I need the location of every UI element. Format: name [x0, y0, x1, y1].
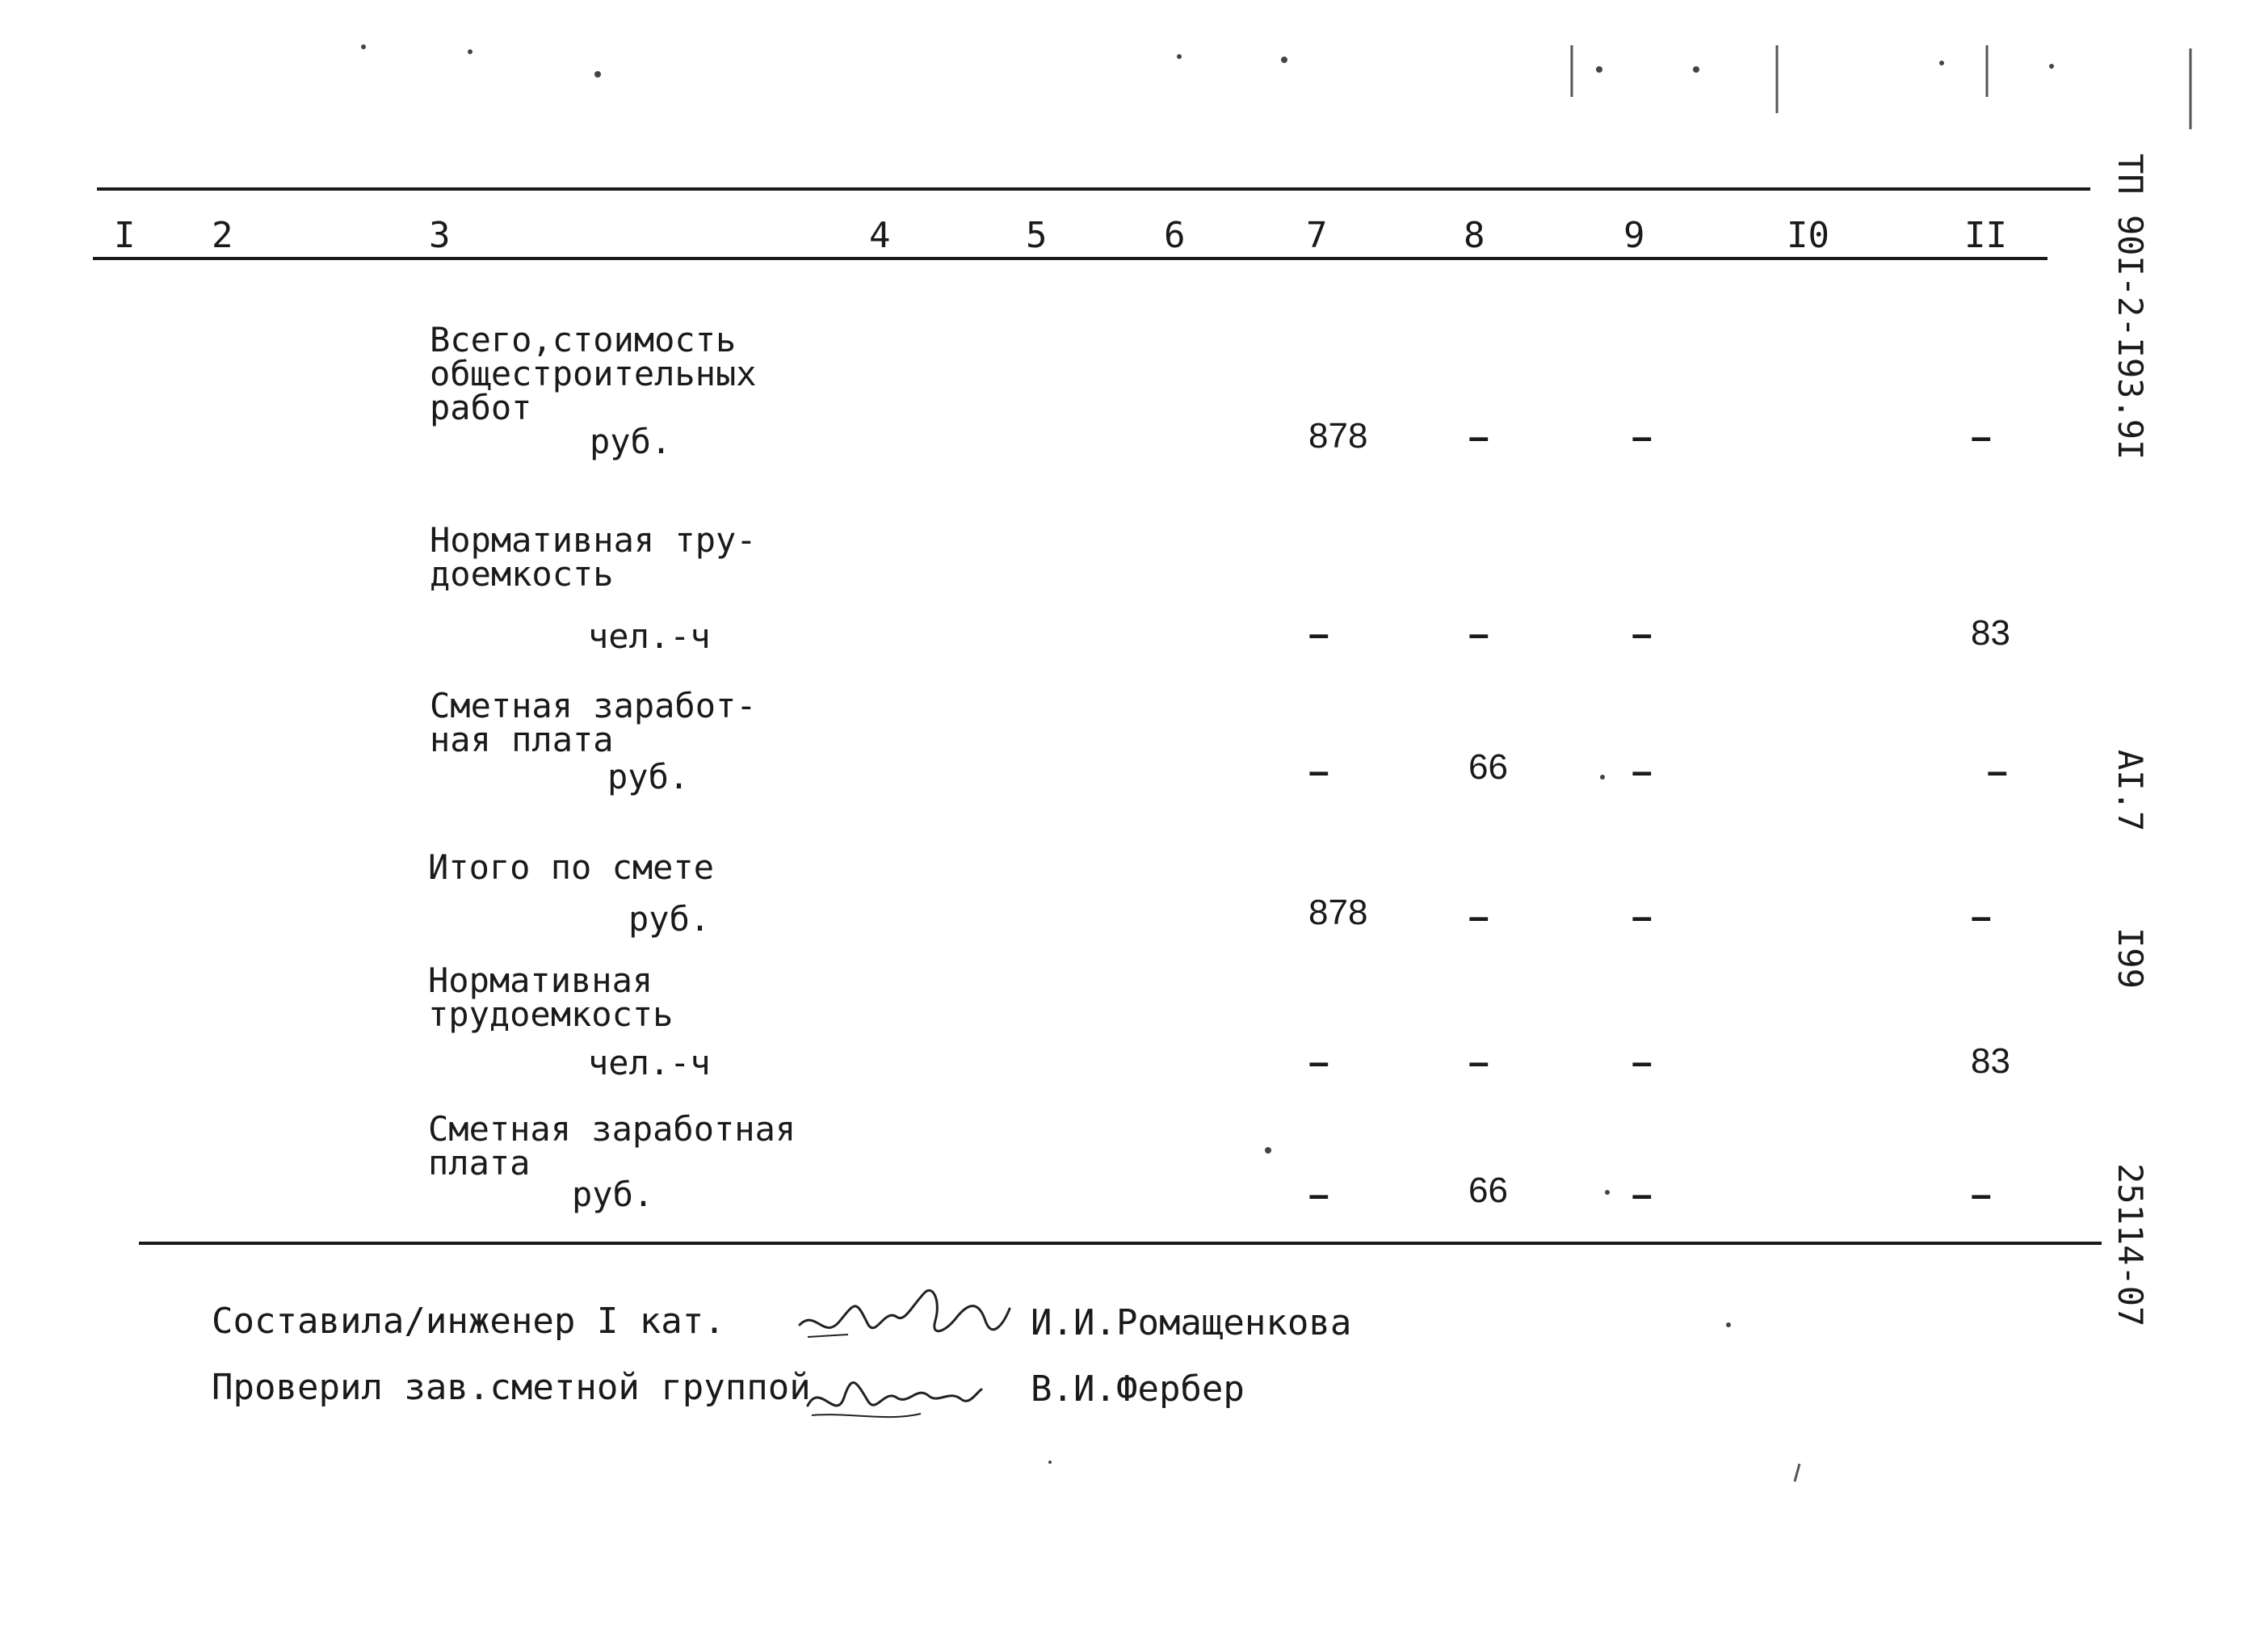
row-3-col-7: – [1308, 750, 1329, 792]
row-4-col-7: 878 [1308, 893, 1368, 932]
col-header-4: 4 [869, 215, 891, 256]
row-2-unit: чел.-ч [588, 616, 711, 656]
row-2-label: Нормативная тру- доемкость [430, 520, 757, 594]
row-4-col-11: – [1971, 895, 1992, 937]
row-1-col-9: – [1632, 415, 1653, 457]
row-2-col-8: – [1468, 612, 1489, 654]
col-header-10: I0 [1787, 215, 1829, 256]
row-5-col-8: – [1468, 1040, 1489, 1082]
compiled-by-label: Составила/инженер I кат. [212, 1301, 725, 1342]
row-3-col-9: – [1632, 750, 1653, 792]
row-3-col-8: 66 [1468, 747, 1508, 787]
row-4-label: Итого по смете [428, 847, 715, 887]
col-header-2: 2 [212, 215, 233, 256]
checked-by-name: В.И.Фербер [1031, 1368, 1245, 1410]
col-header-5: 5 [1026, 215, 1048, 256]
compiled-by-name: И.И.Ромащенкова [1031, 1302, 1352, 1343]
col-header-6: 6 [1164, 215, 1186, 256]
row-5-label: Нормативная трудоемкость [428, 961, 674, 1034]
row-1-label: Всего,стоимость общестроительных работ [430, 320, 757, 427]
side-album: АI.7 [2110, 750, 2150, 832]
col-header-11: II [1964, 215, 2007, 256]
row-3-label: Сметная заработ- ная плата [430, 686, 757, 759]
side-page-number: I99 [2110, 927, 2150, 989]
row-3-unit: руб. [607, 757, 690, 797]
row-2-col-9: – [1632, 612, 1653, 654]
row-2-col-11: 83 [1971, 613, 2010, 653]
side-doc-code: ТП 90I-2-I93.9I [2110, 153, 2150, 460]
row-6-col-9: – [1632, 1173, 1653, 1215]
row-6-unit: руб. [572, 1175, 654, 1214]
row-4-unit: руб. [628, 899, 711, 939]
row-5-col-11: 83 [1971, 1041, 2010, 1081]
col-header-7: 7 [1306, 215, 1328, 256]
row-1-col-8: – [1468, 415, 1489, 457]
row-3-col-11: – [1987, 750, 2008, 792]
row-5-unit: чел.-ч [588, 1043, 711, 1082]
row-6-col-8: 66 [1468, 1171, 1508, 1210]
row-4-col-8: – [1468, 895, 1489, 937]
row-4-col-9: – [1632, 895, 1653, 937]
col-header-9: 9 [1623, 215, 1645, 256]
col-header-1: I [114, 215, 136, 256]
row-1-col-7: 878 [1308, 416, 1368, 456]
row-6-col-7: – [1308, 1173, 1329, 1215]
row-1-col-11: – [1971, 415, 1992, 457]
row-5-col-9: – [1632, 1040, 1653, 1082]
row-2-col-7: – [1308, 612, 1329, 654]
side-archive-number: 25114-07 [2110, 1163, 2150, 1327]
row-6-col-11: – [1971, 1173, 1992, 1215]
col-header-3: 3 [429, 215, 451, 256]
row-1-unit: руб. [590, 422, 672, 461]
col-header-8: 8 [1464, 215, 1485, 256]
row-6-label: Сметная заработная плата [428, 1109, 796, 1183]
row-5-col-7: – [1308, 1040, 1329, 1082]
checked-by-label: Проверил зав.сметной группой [212, 1367, 811, 1408]
